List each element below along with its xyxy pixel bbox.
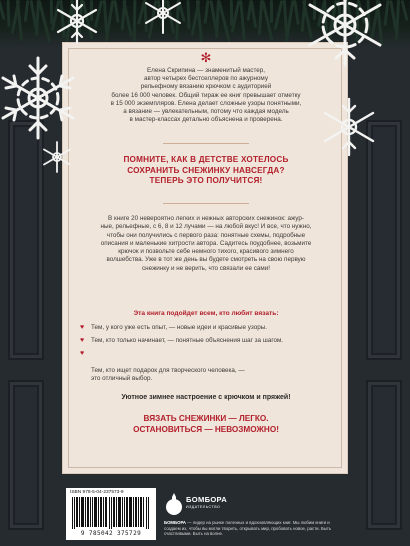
- intro-line: в мастер-классах детально объяснена и проверена.: [129, 116, 283, 124]
- door-panel-right-bottom: [366, 380, 402, 530]
- door-panel-left-bottom: [8, 380, 44, 530]
- fir-needle: [0, 0, 6, 20]
- intro-line: а вязание — увлекательным, потому что каждая модель: [123, 108, 289, 116]
- intro-line: Елена Скрипина — знаменитый мастер,: [146, 67, 266, 74]
- fir-needle: [196, 0, 203, 43]
- snowflake-decoration: [0, 52, 84, 144]
- intro-line: рельефному вязанию крючком с аудиторией: [140, 83, 272, 91]
- barcode-digits: 9 785042 375729: [80, 530, 142, 537]
- snowflake-decoration: [140, 0, 186, 36]
- headline-line: СОХРАНИТЬ СНЕЖИНКУ НАВСЕГДА?: [127, 165, 285, 175]
- book-description: [77, 215, 335, 273]
- publisher-name: БОМБОРА: [186, 495, 228, 504]
- body-line: описания и маленькие хитрости автора. Садитесь поудобнее, возьмите: [100, 239, 312, 247]
- divider: [163, 203, 249, 204]
- barcode-bars: [72, 497, 150, 529]
- list-item-text: Тем, кто ищет подарок для творческого человека, — это отличный выбор.: [91, 366, 245, 383]
- text-card: [62, 42, 348, 474]
- slogan: [77, 414, 335, 435]
- fir-needle: [270, 0, 273, 23]
- fir-needle: [186, 0, 190, 29]
- snowflake-icon: ✻: [200, 50, 212, 65]
- fir-needle: [113, 0, 119, 23]
- isbn-label: ISBN 978-5-04-237573-9: [70, 490, 124, 495]
- snowflake-decoration: [40, 140, 74, 174]
- body-line: снежинку и не верить, что связали ее сами!: [142, 264, 270, 272]
- snowflake-decoration: [318, 96, 380, 158]
- body-line: крючок и позвольте себе немного тихого, красивого зимнего: [118, 248, 294, 256]
- fir-needle: [7, 0, 11, 27]
- publisher-subtitle: ИЗДАТЕЛЬСТВО: [186, 505, 221, 509]
- heart-icon: ♥: [80, 337, 85, 345]
- publisher-logo: [164, 490, 226, 520]
- fir-needle: [401, 0, 409, 21]
- body-line: В книге 20 невероятно легких и нежных авторских снежинок: ажур-: [108, 215, 304, 222]
- fir-needle: [293, 0, 299, 25]
- audience-list: [79, 324, 337, 388]
- snowflake-decoration: [300, 0, 390, 70]
- fir-needle: [395, 0, 400, 40]
- fir-needle: [239, 0, 245, 40]
- list-item: [79, 324, 337, 332]
- headline: [77, 155, 335, 187]
- fir-needle: [204, 0, 210, 24]
- heart-icon: ♥: [80, 350, 85, 358]
- list-item: [79, 337, 337, 345]
- mood-line: Уютное зимнее настроение с крючком и пряжей!: [121, 394, 291, 401]
- heart-icon: ♥: [80, 324, 85, 331]
- author-intro: [83, 67, 329, 124]
- intro-line: автор четырех бестселлеров по ажурному: [144, 75, 268, 83]
- publisher-note-lead: БОМБОРА: [164, 520, 187, 525]
- publisher-note: [164, 520, 334, 537]
- fir-needle: [16, 0, 23, 41]
- headline-line: ПОМНИТЕ, КАК В ДЕТСТВЕ ХОТЕЛОСЬ: [123, 155, 289, 164]
- publisher-note-text: — лидер на рынке полезных и вдохновляющих книг. Мы любим книги и создаем их, чтобы вы могли творить, открывать мир, пробовать новое, расти. Быть счастливыми. Быть на волне.: [164, 520, 332, 537]
- bomb-icon: [164, 492, 184, 518]
- headline-line: ТЕПЕРЬ ЭТО ПОЛУЧИТСЯ!: [149, 176, 263, 185]
- intro-line: в 15 000 экземпляров. Елена делает сложные узоры понятными,: [110, 99, 302, 107]
- body-line: волшебства. Уже в тот же день вы будете смотреть на свою первую: [106, 256, 306, 264]
- fir-needle: [133, 0, 137, 44]
- slogan-line: ОСТАНОВИТЬСЯ — НЕВОЗМОЖНО!: [133, 424, 279, 434]
- fir-needle: [24, 0, 30, 22]
- divider: [163, 143, 249, 144]
- body-line: чтобы они получились с первого раза: понятные схемы, подробные: [106, 231, 306, 239]
- body-line: ные, рельефные, с 6, 8 и 12 лучами — на любой вкус! И все, что нужно,: [100, 223, 312, 231]
- snowflake-decoration: [52, 0, 102, 46]
- door-panel-left-top: [8, 120, 44, 360]
- fir-needle: [250, 0, 257, 28]
- intro-line: более 16 000 человек. Общий тираж ее книг превышает отметку: [111, 91, 301, 99]
- list-item: [79, 350, 337, 383]
- fir-needle: [274, 0, 284, 30]
- barcode: [66, 488, 156, 540]
- slogan-line: ВЯЗАТЬ СНЕЖИНКИ — ЛЕГКО.: [143, 414, 269, 423]
- audience-title: Эта книга подойдет всем, кто любит вязать:: [133, 310, 279, 317]
- list-item-text: Тем, у кого уже есть опыт, — новые идеи и красивые узоры.: [91, 324, 267, 331]
- list-item-text: Тем, кто только начинает, — понятные объяснения шаг за шагом.: [91, 337, 284, 345]
